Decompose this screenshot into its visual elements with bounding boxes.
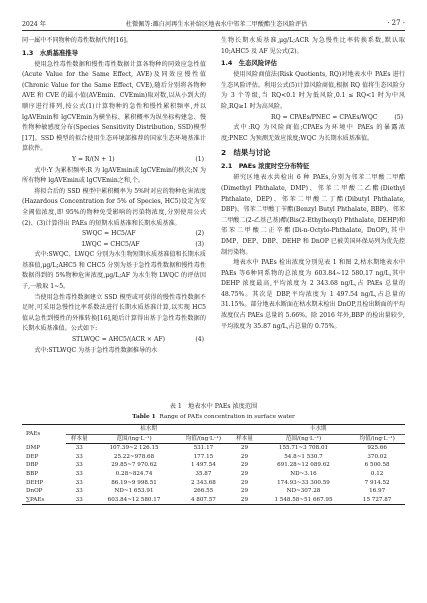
- equation-body: Y = R/(N + 1): [72, 155, 115, 163]
- table-cell: 174.93~33 300.59: [277, 479, 330, 486]
- table-cell: 1 497.54: [190, 462, 216, 469]
- paragraph: 式中:RQ 为风险商值;CPAEs为环境中 PAEs 的暴露浓度;PNEC 为预测无效应浓度;WQC 为长期水质基准值。: [221, 124, 405, 142]
- paragraph: 将拟合后的 SSD 模型中累积概率为 5%时对应的物种危害浓度(Hazardous Concentration for 5% of Species, HC5)设定为安全阈值浓度,即 95%的物种免受影响的污染物浓度,分别使用公式(2)、(3)计算得出 PAEs 的短期水质基准和长期水质基准。: [22, 187, 206, 227]
- table-cell: 107.39~2 126.15: [109, 445, 159, 452]
- table-cell: 603.84~12 580.17: [92, 496, 175, 505]
- table-cell: 691.28~12 089.62: [277, 462, 330, 469]
- table-cell: 29: [240, 453, 249, 460]
- table-cell: 33: [75, 445, 83, 452]
- table-cell: 16.97: [369, 488, 386, 495]
- table-cell: 155.71~3 708.01: [278, 445, 329, 452]
- table-row: [22, 461, 405, 470]
- table-cell: 33: [75, 453, 83, 460]
- table-cell: 33: [75, 488, 83, 495]
- header-year: 2024 年: [22, 20, 46, 28]
- equation-body: STLWQC = AHC5/(ACR × AF): [72, 336, 165, 344]
- table-cell: ND~307.28: [286, 488, 321, 495]
- paragraph: 使用风险商值法(Risk Quotients, RQ)对地表水中 PAEs 进行生态风险评估。利用公式(5)计算风险商值,根据 RQ 值将生态风险分为 3 个等级,当 RQ<0.1 时为低风险,0.1 ≤ RQ<1 时为中风险,RQ≥1 时为高风险。: [221, 71, 405, 110]
- table-caption-cn: 表 1 地表水中 PAEs 浓度范围: [169, 403, 258, 410]
- table-cell: 370.02: [367, 453, 387, 460]
- row-label: DMP: [26, 444, 40, 451]
- table-cell: 266.55: [193, 488, 214, 495]
- row-label: DnOP: [26, 488, 43, 495]
- table-cell: 25.22~978.68: [113, 453, 155, 460]
- equation-1: [22, 155, 206, 166]
- left-column: [22, 36, 206, 356]
- column-header: 均值/(ng·L⁻¹): [176, 434, 232, 444]
- paragraph: 当使用急性毒性数据建立 SSD 模型或可获得的慢性毒性数据不足时,可采用急慢性比率系数法进行长期水质基准计算,以实现 HC5 值从急性到慢性的外推转换[16],随后计算得出基于急性毒性数据的长期水质基准值。公式如下:: [22, 293, 206, 333]
- group-header-wet-season: 丰水期: [231, 425, 405, 435]
- equation-number: (4): [195, 336, 204, 344]
- table-row: [22, 487, 405, 496]
- table-cell: 4 807.57: [176, 496, 232, 505]
- page-number: · 27 ·: [387, 19, 405, 27]
- table-cell: 29: [240, 445, 249, 452]
- table-cell: 925.66: [367, 445, 387, 452]
- equation-number: (5): [394, 113, 403, 121]
- section-heading-2-1: 2.1 PAEs 浓度时空分布特征: [221, 162, 310, 171]
- table-body: [22, 444, 405, 505]
- paragraph: 同一属中不同物种的毒性数据代替[16]。: [22, 37, 133, 44]
- equation-body: RQ = CPAEs/PNEC = CPAEs/WQC: [271, 113, 378, 121]
- equation-2: [22, 229, 206, 240]
- table-row: [22, 444, 405, 453]
- equation-3: [22, 240, 206, 251]
- table-row: [22, 496, 405, 505]
- table-cell: 29: [240, 470, 249, 477]
- table-cell: 1 548.58~51 667.95: [258, 496, 350, 505]
- table-cell: 54.8~1 530.7: [284, 453, 323, 460]
- table-cell: ND~1 653.91: [114, 488, 154, 495]
- row-label: BBP: [26, 470, 38, 477]
- table-cell: 35.87: [195, 470, 212, 477]
- table-cell: 29: [231, 496, 257, 505]
- table-cell: 29: [240, 479, 249, 486]
- table-caption-text: Range of PAEs concentration in surface water: [159, 414, 295, 420]
- table-1: [22, 402, 405, 505]
- table-caption-en: [22, 412, 405, 422]
- table-cell: 86.19~9 998.51: [111, 479, 157, 486]
- row-label: DEP: [26, 453, 39, 460]
- table-row: [22, 479, 405, 488]
- equation-number: (2): [195, 230, 204, 238]
- table-row: [22, 453, 405, 462]
- column-header: 均值/(ng·L⁻¹): [349, 434, 405, 444]
- table-cell: ND~3.16: [290, 470, 317, 477]
- paragraph: 式中:Y 为累积频率;R 为 lgAVEmin或 lgCVEmin的秩次;N 为所有物种 lgAVEmin或 lgCVEmin之和,个。: [22, 166, 206, 185]
- table-cell: 33: [66, 496, 92, 505]
- paragraph: 地表水中 PAEs 检出浓度分别见表 1 和图 2,枯水期地表水中 PAEs 等6种同系物的总浓度为 603.84~12 580.17 ng/L,其中 DEHP 浓度最高,平均浓度为 2 343.68 ng/L,占 PAEs 总量的 48.75%。其次是 DBP,平均浓度为 1 497.54 ng/L,占总量的 31.15%。部分地表水断面在枯水期未检出 DnOP,且检出断面的平均浓度仅占 PAEs 总量的 5.66%。除 2016 年外,BBP 的检出量较少,平均浓度为 35.87 ng/L,占总量的 0.75%。: [221, 259, 405, 330]
- equation-5: [221, 113, 405, 124]
- table-cell: 33: [75, 470, 83, 477]
- table-row: [22, 470, 405, 479]
- table-cell: 0.12: [370, 470, 384, 477]
- group-header-dry-season: 枯水期: [66, 425, 231, 435]
- paragraph: 式中:SWQC、LWQC 分别为水生物短期水质基准值和长期水质基准值,μg/L;AHC5 和 CHC5 分别为基于急性毒性数据和慢性毒性数据得到的 5%物种危害浓度,μg/L;AF 为水生物 LWQC 的评估因子,一般取 1~5。: [22, 251, 206, 291]
- equation-number: (1): [195, 155, 204, 163]
- table-cell: 7 914.52: [364, 479, 390, 486]
- column-header: 范围/(ng·L⁻¹): [92, 434, 175, 444]
- section-heading-1-4: 1.4 生态风险评估: [221, 59, 278, 68]
- page-header: [22, 16, 405, 31]
- column-header: 范围/(ng·L⁻¹): [258, 434, 350, 444]
- equation-body: SWQC = HC5/AF: [82, 230, 136, 238]
- column-header: 样本量: [66, 434, 92, 444]
- equation-body: LWQC = CHC5/AF: [82, 240, 140, 248]
- equation-number: (3): [195, 240, 204, 248]
- row-label: DEHP: [26, 479, 44, 486]
- paragraph: 使用急性毒性数据和慢性毒性数据计算各物种的同效应急性值(Acute Value for the Same Effect, AVE)及同效应慢性值(Chronic Value for the Same Effect, CVE),随后分别将各物种 AVE 和 CVE 的最小值(AVEmin、CVEmin)取对数,以从小到大的顺序进行排列,按公式(1)计算物种的急性和慢性累积频率,并以 lgAVEmin和 lgCVEmin为横坐标、累积概率为纵坐标构建急、慢性物种敏感度分布(Species Sensitivity Distribution, SSD)模型[17]。SSD 模型的拟合使用生态环境部推荐的国家生态环境基准计算软件。: [22, 60, 206, 153]
- table-cell: 33: [75, 462, 83, 469]
- header-title: 杜微佩等:濉白河再生水补给区地表水中邻苯二甲酸酯生态风险评估: [125, 20, 308, 28]
- table-cell: 33: [75, 479, 83, 486]
- table-cell: 531.17: [193, 445, 214, 452]
- paragraph: 式中:STLWQC 为基于急性毒性数据推导的水: [34, 346, 158, 354]
- column-header-paes: PAEs: [22, 425, 66, 444]
- right-column: [221, 36, 405, 332]
- row-label: DBP: [26, 462, 39, 469]
- concentration-table: [22, 424, 405, 505]
- section-heading-2: 2 结果与讨论: [221, 148, 271, 158]
- table-caption-label: Table 1: [132, 414, 156, 420]
- paragraph: 研究区地表水共检出 6 种 PAEs,分别为邻苯二甲酸二甲酯(Dimethyl Phthalate, DMP)、邻苯二甲酸二乙酯(Diethyl Phthalate, DEP)、邻苯二甲酸二丁酯(Dibutyl Phthalate, DBP)、邻苯二甲酸丁苄酯(Benzyl Butyl Phthalate, BBP)、邻苯二甲酸二(2-乙基己基)酯(Bis(2-Ethylhexyl) Phthalate, DEHP)和邻苯二甲酸二正辛酯(Di-n-Octylo-Phthalate, DnOP),其中 DMP、DEP、DBP、DEHP 和 DnOP 已被美国环保局列为优先控制污染物。: [221, 174, 405, 256]
- section-heading-1-3: 1.3 水质基准推导: [22, 48, 79, 57]
- table-cell: 15 727.87: [349, 496, 405, 505]
- table-cell: 6 500.58: [364, 462, 390, 469]
- table-cell: 29: [240, 488, 249, 495]
- row-label: ∑PAEs: [22, 496, 66, 505]
- equation-4: [22, 335, 206, 346]
- table-cell: 0.28~824.74: [115, 470, 153, 477]
- column-header: 样本量: [231, 434, 257, 444]
- table-cell: 177.15: [193, 453, 214, 460]
- table-cell: 29: [240, 462, 249, 469]
- paragraph: 生物长期水质基准,μg/L;ACR 为急慢性比率转换系数,默认取 10;AHC5 及 AF 见公式(2)。: [221, 37, 405, 55]
- table-cell: 29.85~7 970.62: [111, 462, 157, 469]
- table-cell: 2 343.68: [190, 479, 216, 486]
